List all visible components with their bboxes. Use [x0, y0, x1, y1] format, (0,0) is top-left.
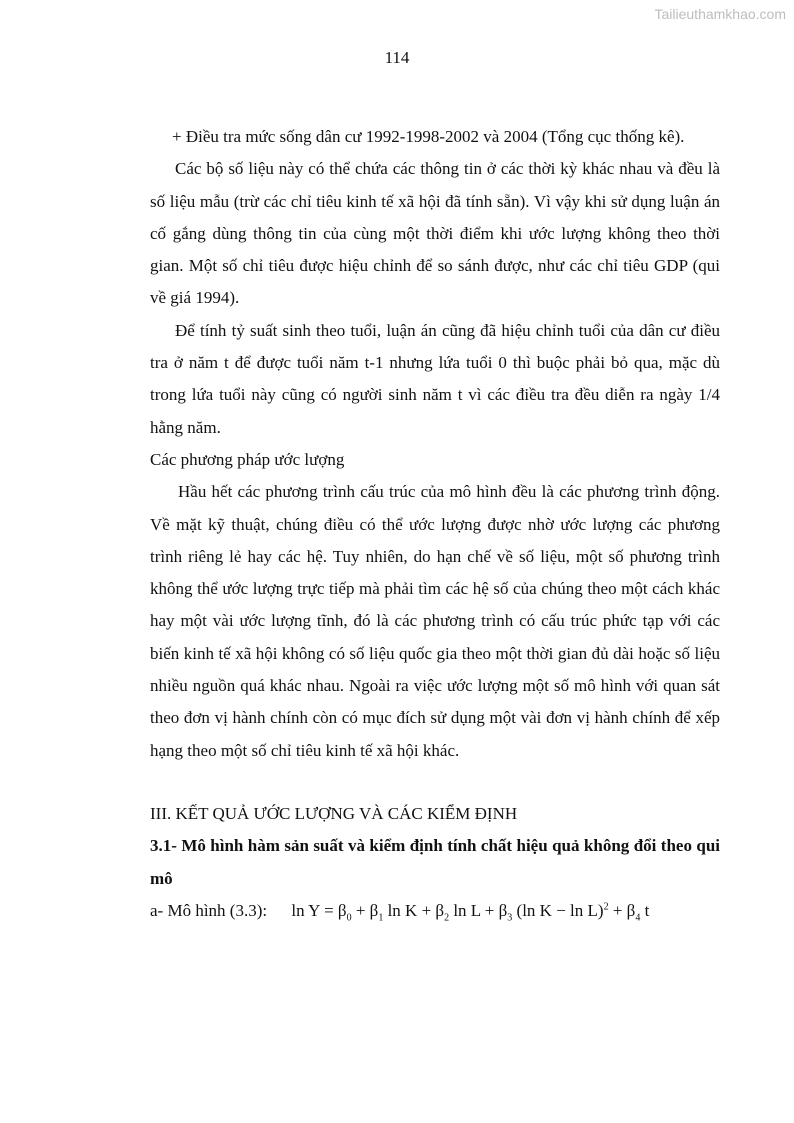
section-heading: III. KẾT QUẢ ƯỚC LƯỢNG VÀ CÁC KIỂM ĐỊNH [150, 803, 518, 823]
watermark: Tailieuthamkhao.com [654, 6, 786, 22]
paragraph-survey: + Điều tra mức sống dân cư 1992-1998-2002 và 2004 (Tổng cục thống kê). [172, 127, 685, 146]
subsection-heading: 3.1- Mô hình hàm sản suất và kiểm định tính chất hiệu quả không đổi theo qui mô [150, 836, 720, 888]
formula-row [150, 895, 720, 927]
formula-expression: $\ln Y = \beta_0 + \beta_1$ $\ln K + \beta_2$ $\ln L + \beta_3$ (ln $K - \ln L)^2 + \beta_4$ t [291, 900, 650, 924]
document-body [150, 121, 720, 927]
methods-title-text: Các phương pháp ước lượng [150, 449, 345, 469]
spacer [150, 767, 720, 798]
paragraph-datasets: Các bộ số liệu này có thể chứa các thông tin ở các thời kỳ khác nhau và đều là số liệu mẫu (trừ các chỉ tiêu kinh tế xã hội đã tính sẵn). Vì vậy khi sử dụng luận án cố gắng dùng thông tin của cùng một thời điểm khi ước lượng không theo thời gian. Một số chỉ tiêu được hiệu chỉnh để so sánh được, như các chỉ tiêu GDP (qui về giá 1994). [150, 159, 720, 308]
paragraph-methods-title [150, 444, 720, 476]
paragraph-methods: Hầu hết các phương trình cấu trúc của mô hình đều là các phương trình động. Về mặt kỹ thuật, chúng điều có thể ước lượng được nhờ ước lượng các phương trình riêng lẻ hay các hệ. Tuy nhiên, do hạn chế về số liệu, một số phương trình không thể ước lượng trực tiếp mà phải tìm các hệ số của chúng theo một cách khác hay một vài ước lượng tĩnh, đó là các phương trình có cấu trúc phức tạp với các biến kinh tế xã hội không có số liệu quốc gia theo một thời gian đủ dài hoặc số liệu nhiều nguồn quá khác nhau. Ngoài ra việc ước lượng một số mô hình với quan sát theo đơn vị hành chính còn có mục đích sử dụng một vài đơn vị hành chính để xếp hạng theo một số chỉ tiêu kinh tế xã hội khác. [150, 482, 720, 760]
page-number: 114 [384, 48, 410, 67]
paragraph-fertility: Để tính tỷ suất sinh theo tuổi, luận án cũng đã hiệu chỉnh tuổi của dân cư điều tra ở năm t để được tuổi năm t-1 nhưng lứa tuổi 0 thì buộc phải bỏ qua, mặc dù trong lứa tuổi này cũng có người sinh năm t vì các điều tra đều diễn ra ngày 1/4 hằng năm. [150, 320, 720, 437]
formula-label: a- Mô hình (3.3): [150, 900, 268, 920]
